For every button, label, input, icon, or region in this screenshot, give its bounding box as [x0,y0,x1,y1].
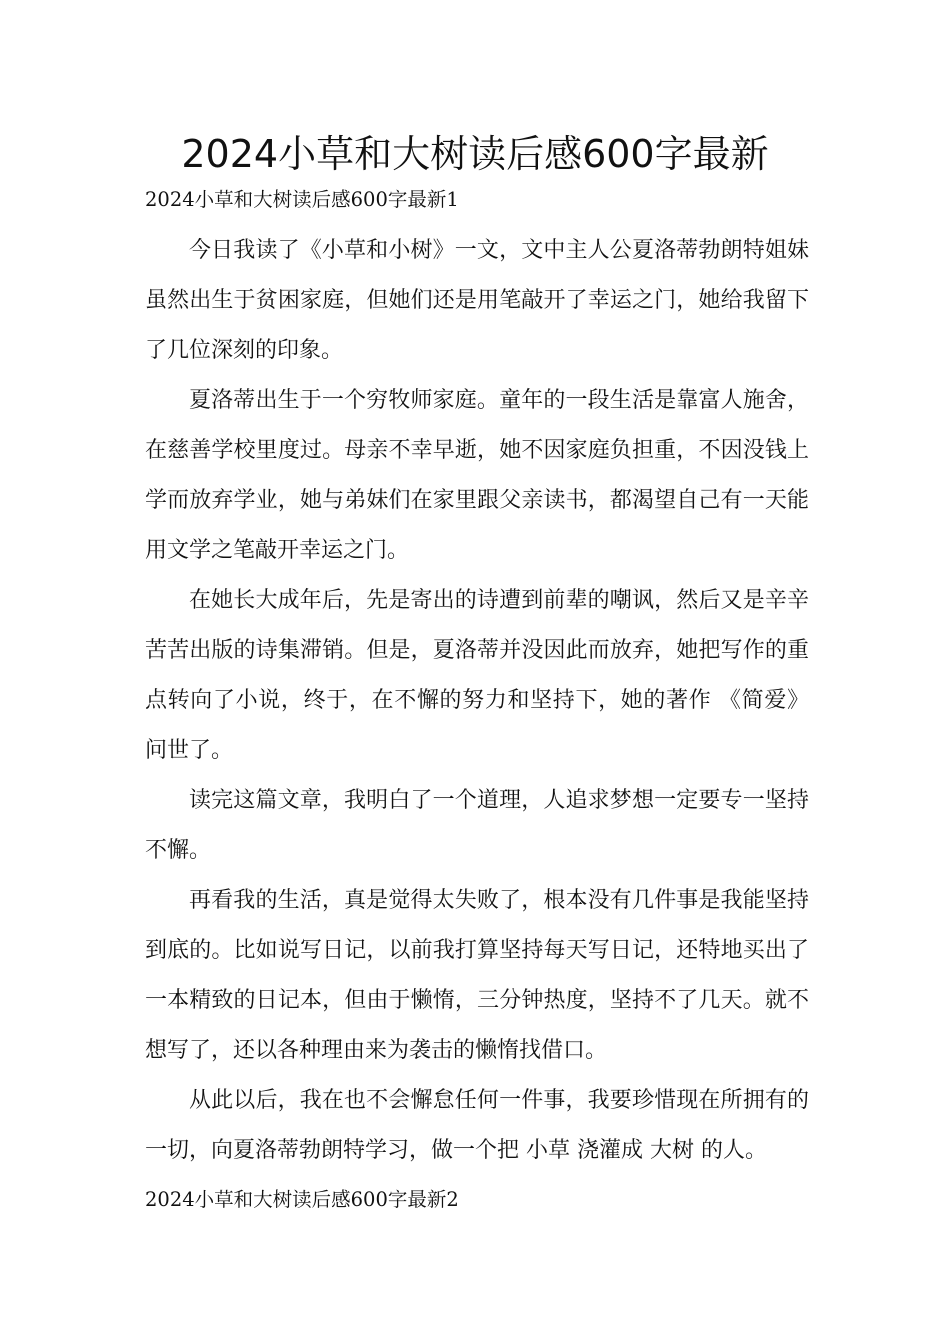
paragraph-6: 从此以后，我在也不会懈怠任何一件事，我要珍惜现在所拥有的一切，向夏洛蒂勃朗特学习，做一个把 小草 浇灌成 大树 的人。 [145,1088,809,1163]
paragraph-5: 再看我的生活，真是觉得太失败了，根本没有几件事是我能坚持到底的。比如说写日记，以前我打算坚持每天写日记，还特地买出了一本精致的日记本，但由于懒惰，三分钟热度，坚持不了几天。就不想写了，还以各种理由来为袭击的懒惰找借口。 [145,888,809,1063]
paragraph-1: 今日我读了《小草和小树》一文，文中主人公夏洛蒂勃朗特姐妹虽然出生于贫困家庭，但她们还是用笔敲开了幸运之门，她给我留下了几位深刻的印象。 [145,238,809,363]
paragraph-3: 在她长大成年后，先是寄出的诗遭到前辈的嘲讽，然后又是辛辛苦苦出版的诗集滞销。但是，夏洛蒂并没因此而放弃，她把写作的重点转向了小说，终于，在不懈的努力和坚持下，她的著作 《简爱》问世了。 [145,588,809,763]
section-heading-2: 2024小草和大树读后感600字最新2 [145,1188,459,1211]
paragraph-4: 读完这篇文章，我明白了一个道理，人追求梦想一定要专一坚持不懈。 [145,788,809,863]
document-title: 2024小草和大树读后感600字最新 [181,132,769,176]
section-heading-1: 2024小草和大树读后感600字最新1 [145,188,459,211]
paragraph-2: 夏洛蒂出生于一个穷牧师家庭。童年的一段生活是靠富人施舍，在慈善学校里度过。母亲不幸早逝，她不因家庭负担重，不因没钱上学而放弃学业，她与弟妹们在家里跟父亲读书，都渴望自己有一天能用文学之笔敲开幸运之门。 [145,388,809,563]
